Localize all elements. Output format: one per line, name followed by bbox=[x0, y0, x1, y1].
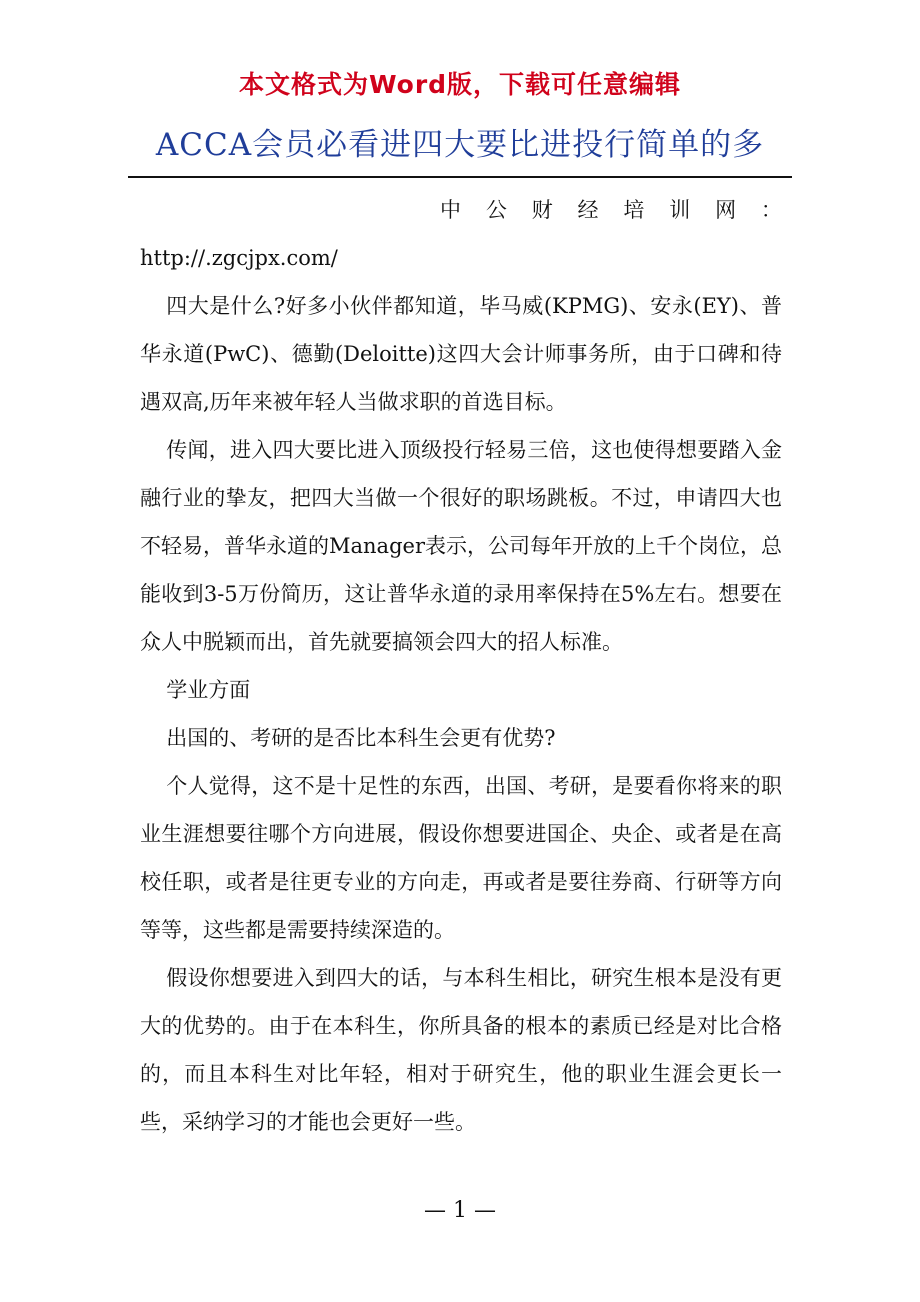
paragraph-rumor: 传闻，进入四大要比进入顶级投行轻易三倍，这也使得想要踏入金融行业的挚友，把四大当做一个很好的职场跳板。不过，申请四大也不轻易，普华永道的Manager表示，公司每年开放的上千个岗位，总能收到3-5万份简历，这让普华永道的录用率保持在5%左右。想要在众人中脱颖而出，首先就要搞领会四大的招人标准。 bbox=[140, 438, 782, 654]
source-char: 公 bbox=[485, 198, 507, 222]
source-label bbox=[140, 186, 782, 234]
paragraph-question: 出国的、考研的是否比本科生会更有优势? bbox=[166, 726, 556, 750]
source-char: 财 bbox=[531, 198, 553, 222]
paragraph-intro: 四大是什么?好多小伙伴都知道，毕马威(KPMG)、安永(EY)、普华永道(PwC)、德勤(Deloitte)这四大会计师事务所，由于口碑和待遇双高,历年来被年轻人当做求职的首选目标。 bbox=[140, 294, 782, 414]
section-heading-academics: 学业方面 bbox=[166, 678, 251, 702]
source-char: 培 bbox=[623, 198, 645, 222]
source-char: ： bbox=[760, 198, 782, 222]
source-char: 中 bbox=[440, 198, 461, 222]
format-banner: 本文格式为Word版，下载可任意编辑 bbox=[238, 70, 682, 99]
article-title: ACCA会员必看进四大要比进投行简单的多 bbox=[155, 127, 765, 163]
source-char: 训 bbox=[669, 198, 691, 222]
paragraph-opinion: 个人觉得，这不是十足性的东西，出国、考研，是要看你将来的职业生涯想要往哪个方向进展，假设你想要进国企、央企、或者是在高校任职，或者是往更专业的方向走，再或者是要往券商、行研等方向等等，这些都是需要持续深造的。 bbox=[140, 774, 782, 942]
paragraph-comparison: 假设你想要进入到四大的话，与本科生相比，研究生根本是没有更大的优势的。由于在本科生，你所具备的根本的素质已经是对比合格的，而且本科生对比年轻，相对于研究生，他的职业生涯会更长一些，采纳学习的才能也会更好一些。 bbox=[140, 966, 782, 1134]
source-char: 网 bbox=[715, 198, 737, 222]
article-body bbox=[140, 186, 782, 1146]
page-number: — 1 — bbox=[424, 1198, 496, 1223]
source-char: 经 bbox=[577, 198, 599, 222]
title-divider bbox=[128, 176, 792, 178]
source-url[interactable]: http://.zgcjpx.com/ bbox=[140, 246, 338, 270]
